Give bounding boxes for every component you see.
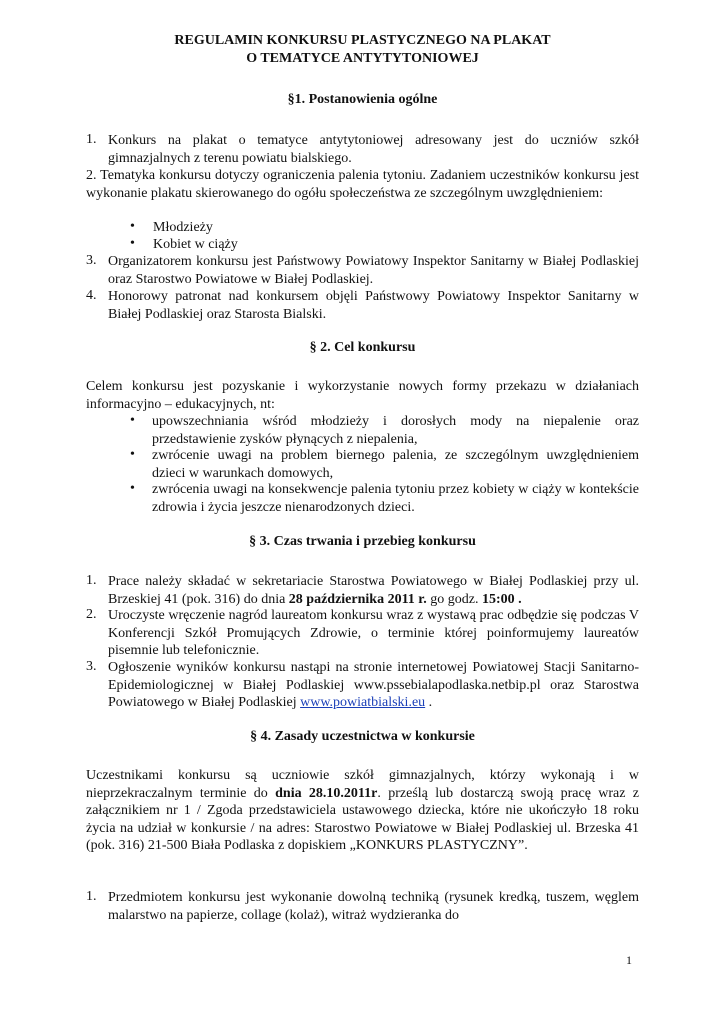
document-title-line1: REGULAMIN KONKURSU PLASTYCZNEGO NA PLAKAT [174,33,551,48]
section-4-heading: § 4. Zasady uczestnictwa w konkursie [250,729,475,744]
s4-item1-number: 1. [86,889,97,904]
s3-item1-number: 1. [86,573,97,588]
s1-item1-number: 1. [86,132,97,147]
powiatbialski-link[interactable]: www.powiatbialski.eu [300,695,426,710]
s1-bullet-1: Młodzieży [153,220,213,235]
section-1-heading: §1. Postanowienia ogólne [287,92,438,107]
s3-item1-text: Prace należy składać w sekretariacie Starostwa Powiatowego w Białej Podlaskiej przy ul. Brzeskiej 41 (pok. 316) do dnia 28 października 2011 r. go godz. 15:00 . [108,574,639,607]
s4-paragraph: Uczestnikami konkursu są uczniowie szkół gimnazjalnych, którzy wykonają i w nieprzekraczalnym terminie do dnia 28.10.2011r. prześlą lub dostarczą swoją pracę wraz z załącznikiem nr 1 / Zgoda przedstawiciela ustawowego dziecka, które nie ukończyło 18 roku życia na udział w konkursie / na adres: Starostwo Powiatowe w Białej Podlaskiej ul. Brzeska 41 (pok. 316) 21-500 Biała Podlaska z dopiskiem „KONKURS PLASTYCZNY”. [86,768,639,853]
section-3-heading: § 3. Czas trwania i przebieg konkursu [249,534,476,549]
bullet-icon: • [130,236,135,251]
page-number: 1 [626,953,632,967]
s3-item3-number: 3. [86,659,97,674]
section-2-heading: § 2. Cel konkursu [309,340,416,355]
bullet-icon: • [130,413,135,428]
document-title-line2: O TEMATYCE ANTYTYTONIOWEJ [246,51,479,66]
s1-item4-number: 4. [86,288,97,303]
s1-item3-text: Organizatorem konkursu jest Państwowy Powiatowy Inspektor Sanitarny w Białej Podlaskiej oraz Starostwo Powiatowe w Białej Podlaskiej. [108,254,639,287]
s2-bullet-2: zwrócenie uwagi na problem biernego palenia, ze szczególnym uwzględnieniem dzieci w warunkach domowych, [152,448,639,481]
s1-item3-number: 3. [86,253,97,268]
s1-item2-text: 2. Tematyka konkursu dotyczy ograniczenia palenia tytoniu. Zadaniem uczestników konkursu jest wykonanie plakatu skierowanego do ogółu społeczeństwa ze szczególnym uwzględnieniem: [86,168,639,201]
s3-item2-text: Uroczyste wręczenie nagród laureatom konkursu wraz z wystawą prac odbędzie się podczas V Konferencji Szkół Promujących Zdrowie, o terminie której poinformujemy laureatów pisemnie lub telefonicznie. [108,608,639,658]
s1-bullet-2: Kobiet w ciąży [153,237,238,252]
bullet-icon: • [130,481,135,496]
s3-item2-number: 2. [86,607,97,622]
s2-intro: Celem konkursu jest pozyskanie i wykorzystanie nowych formy przekazu w działaniach informacyjno – edukacyjnych, nt: [86,379,639,412]
s1-item4-text: Honorowy patronat nad konkursem objęli Państwowy Powiatowy Inspektor Sanitarny w Białej Podlaskiej oraz Starosta Bialski. [108,289,639,322]
bullet-icon: • [130,447,135,462]
s4-item1-text: Przedmiotem konkursu jest wykonanie dowolną techniką (rysunek kredką, tuszem, węglem malarstwo na papierze, collage (kolaż), witraż wydzieranka do [108,890,639,923]
s2-bullet-3: zwrócenia uwagi na konsekwencje palenia tytoniu przez kobiety w ciąży w kontekście zdrowia i życia jeszcze nienarodzonych dzieci. [152,482,639,515]
s1-item1-text: Konkurs na plakat o tematyce antytytoniowej adresowany jest do uczniów szkół gimnazjalnych z terenu powiatu bialskiego. [108,133,639,166]
s3-item3-text: Ogłoszenie wyników konkursu nastąpi na stronie internetowej Powiatowej Stacji Sanitarno-Epidemiologicznej w Białej Podlaskiej www.pssebialapodlaska.netbip.pl oraz Starostwa Powiatowego w Białej Podlaskiej www.powiatbialski.eu . [108,660,639,710]
s2-bullet-1: upowszechniania wśród młodzieży i dorosłych mody na niepalenie oraz przedstawienie zysków płynących z niepalenia, [152,414,639,447]
bullet-icon: • [130,219,135,234]
